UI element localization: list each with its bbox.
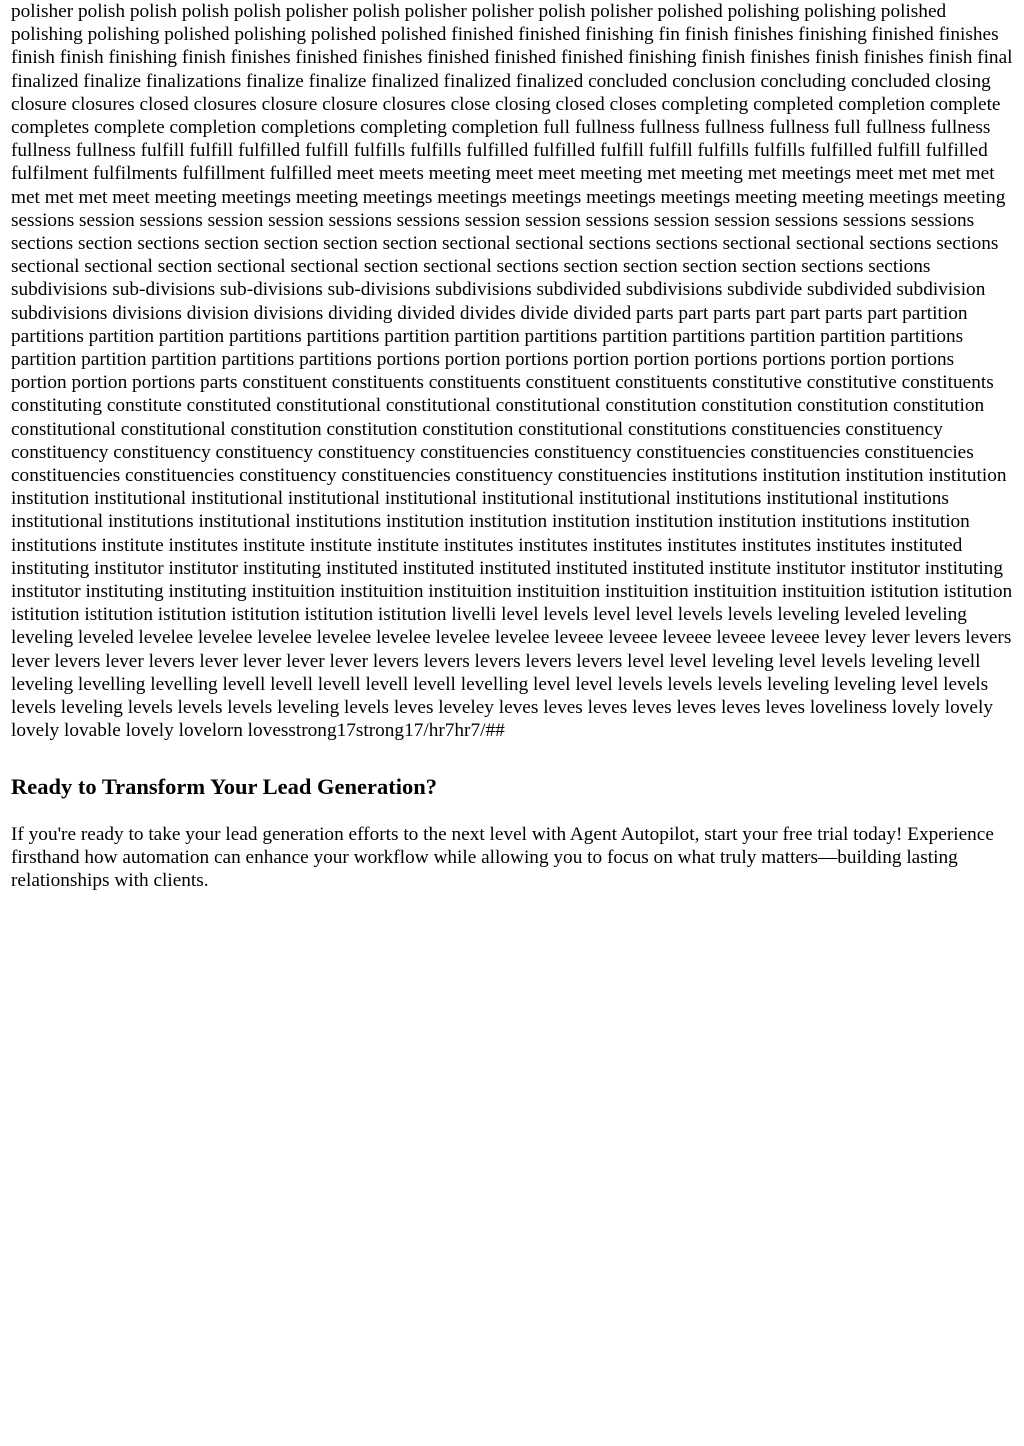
keyword-paragraph: polisher polish polish polish polish polisher polish polisher polisher polish polisher polished polishing polishing polished polishing polishing polished polishing polished polished finished finished finishing fin finish finishes finishing finished finishes finish finish finishing finish finishes finished finishes finished finished finished finishing finish finishes finish finishes finish final finalized finalize finalizations finalize finalize finalized finalized finalized concluded conclusion concluding concluded closing closure closures closed closures closure closure closures close closing closed closes completing completed completion complete completes complete completion completions completing completion full fullness fullness fullness fullness full fullness fullness fullness fullness fulfill fulfill fulfilled fulfill fulfills fulfills fulfilled fulfilled fulfill fulfill fulfills fulfills fulfilled fulfill fulfilled fulfilment fulfilments fulfillment fulfilled meet meets meeting meet meet meeting met meeting met meetings meet met met met met met met meet meeting meetings meeting meetings meetings meetings meetings meetings meeting meeting meetings meeting sessions session sessions session session sessions sessions session session sessions session session sessions sessions sessions sections section sections section section section section sectional sectional sections sections sectional sectional sections sections sectional sectional section sectional sectional section sectional sections section section section section sections sections subdivisions sub-divisions sub-divisions sub-divisions subdivisions subdivided subdivisions subdivide subdivided subdivision subdivisions divisions division divisions dividing divided divides divide divided parts part parts part part parts part partition partitions partition partition partitions partitions partition partition partitions partition partitions partition partition partitions partition partition partition partitions partitions portions portion portions portion portion portions portions portion portions portion portion portions parts constituent constituents constituents constituent constituents constitutive constitutive constituents constituting constitute constituted constitutional constitutional constitutional constitution constitution constitution constitution constitutional constitutional constitution constitution constitution constitutional constitutions constituencies constituency constituency constituency constituency constituency constituencies constituency constituencies constituencies constituencies constituencies constituencies constituency constituencies constituency constituencies institutions institution institution institution institution institutional institutional institutional institutional institutional institutional institutions institutional institutions institutional institutions institutional institutions institution institution institution institution institution institutions institution institutions institute institutes institute institute institute institutes institutes institutes institutes institutes institutes instituted instituting institutor institutor instituting instituted instituted instituted instituted instituted institute institutor institutor instituting institutor instituting instituting instituition instituition instituition instituition instituition instituition instituition istitution istitution istitution istitution istitution istitution istitution istitution livelli level levels level level levels levels leveling leveled leveling leveling leveled levelee levelee levelee levelee levelee levelee levelee leveee leveee leveee leveee leveee levey lever levers levers lever levers lever levers lever lever lever lever levers levers levers levers levers level level leveling level levels leveling levell leveling levelling levelling levell levell levell levell levell levelling level level levels levels levels leveling leveling level levels levels leveling levels levels levels leveling levels leves leveley leves leves leves leves leves leves leves loveliness lovely lovely lovely lovable lovely lovelorn lovesstrong17strong17/hr7hr7/## <box>11 1 1013 742</box>
section-heading: Ready to Transform Your Lead Generation? <box>11 773 438 799</box>
cta-paragraph: If you're ready to take your lead generation efforts to the next level with Agent Autopilot, start your free trial today! Experience firsthand how automation can enhance your workflow while allowing you to focus on what truly matters—building lasting relationships with clients. <box>11 823 994 891</box>
